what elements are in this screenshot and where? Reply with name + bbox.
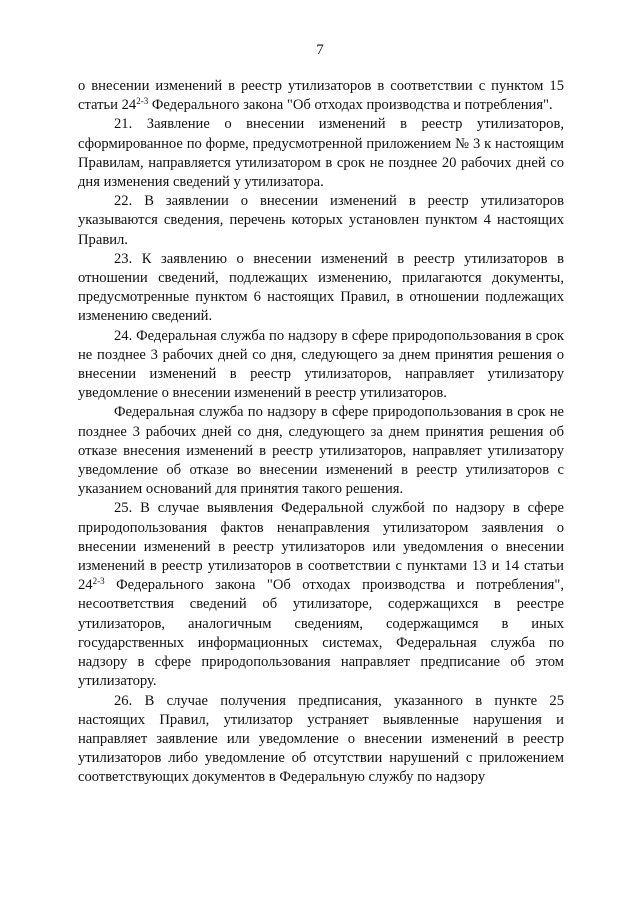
paragraph-text: 23. К заявлению о внесении изменений в реестр утилизаторов в отношении сведений, подлежащих изменению, прилагаются документы, предусмотренные пунктом 6 настоящих Правил, в отношении подлежащих изменению сведений. — [78, 250, 564, 325]
paragraph-text-tail: Федерального закона "Об отходах производства и потребления", несоответствия сведений об утилизаторе, содержащихся в реестре утилизаторов, аналогичным сведениям, содержащимся в иных государственных информационных системах, Федеральная служба по надзору в сфере природопользования направляет предписание об этом утилизатору. — [78, 577, 564, 690]
page-number: 7 — [316, 42, 324, 58]
paragraph-23 — [78, 250, 564, 327]
paragraph-24 — [78, 327, 564, 404]
paragraph-text: 22. В заявлении о внесении изменений в реестр утилизаторов указываются сведения, перечень которых установлен пунктом 4 настоящих Правил. — [78, 193, 564, 248]
article-superscript: 2-3 — [92, 576, 105, 587]
paragraph-text-tail: Федерального закона "Об отходах производства и потребления". — [148, 97, 553, 114]
paragraph-text: 24. Федеральная служба по надзору в сфере природопользования в срок не позднее 3 рабочих дней со дня, следующего за днем принятия решения о внесении изменений в реестр утилизаторов, направляет утилизатору уведомление о внесении изменений в реестр утилизаторов. — [78, 327, 564, 402]
paragraph-text: 26. В случае получения предписания, указанного в пункте 25 настоящих Правил, утилизатор устраняет выявленные нарушения и направляет заявление или уведомление о внесении изменений в реестр утилизаторов либо уведомление об отсутствии нарушений с приложением соответствующих документов в Федеральную службу по надзору — [78, 692, 564, 786]
paragraph-25 — [78, 499, 564, 691]
paragraph-text: 21. Заявление о внесении изменений в реестр утилизаторов, сформированное по форме, предусмотренной приложением № 3 к настоящим Правилам, направляется утилизатором в срок не позднее 20 рабочих дней со дня изменения сведений у утилизатора. — [78, 116, 564, 191]
paragraph-continuation — [78, 77, 564, 115]
article-superscript: 2-3 — [136, 96, 149, 107]
paragraph-24-continued — [78, 403, 564, 499]
paragraph-text: 25. В случае выявления Федеральной службой по надзору в сфере природопользования фактов ненаправления утилизатором заявления о внесении изменений в реестр утилизаторов или уведомления о внесении изменений в реестр утилизаторов в соответствии с пунктами 13 и 14 статьи 24 — [78, 500, 564, 594]
document-body — [78, 77, 564, 788]
paragraph-text: Федеральная служба по надзору в сфере природопользования в срок не позднее 3 рабочих дней со дня, следующего за днем принятия решения об отказе внесения изменений в реестр утилизаторов, направляет утилизатору уведомление об отказе во внесении изменений в реестр утилизаторов с указанием оснований для принятия такого решения. — [78, 404, 564, 498]
paragraph-text: о внесении изменений в реестр утилизаторов в соответствии с пунктом 15 статьи 24 — [78, 78, 564, 114]
paragraph-22 — [78, 192, 564, 250]
paragraph-21 — [78, 115, 564, 192]
paragraph-26 — [78, 692, 564, 788]
